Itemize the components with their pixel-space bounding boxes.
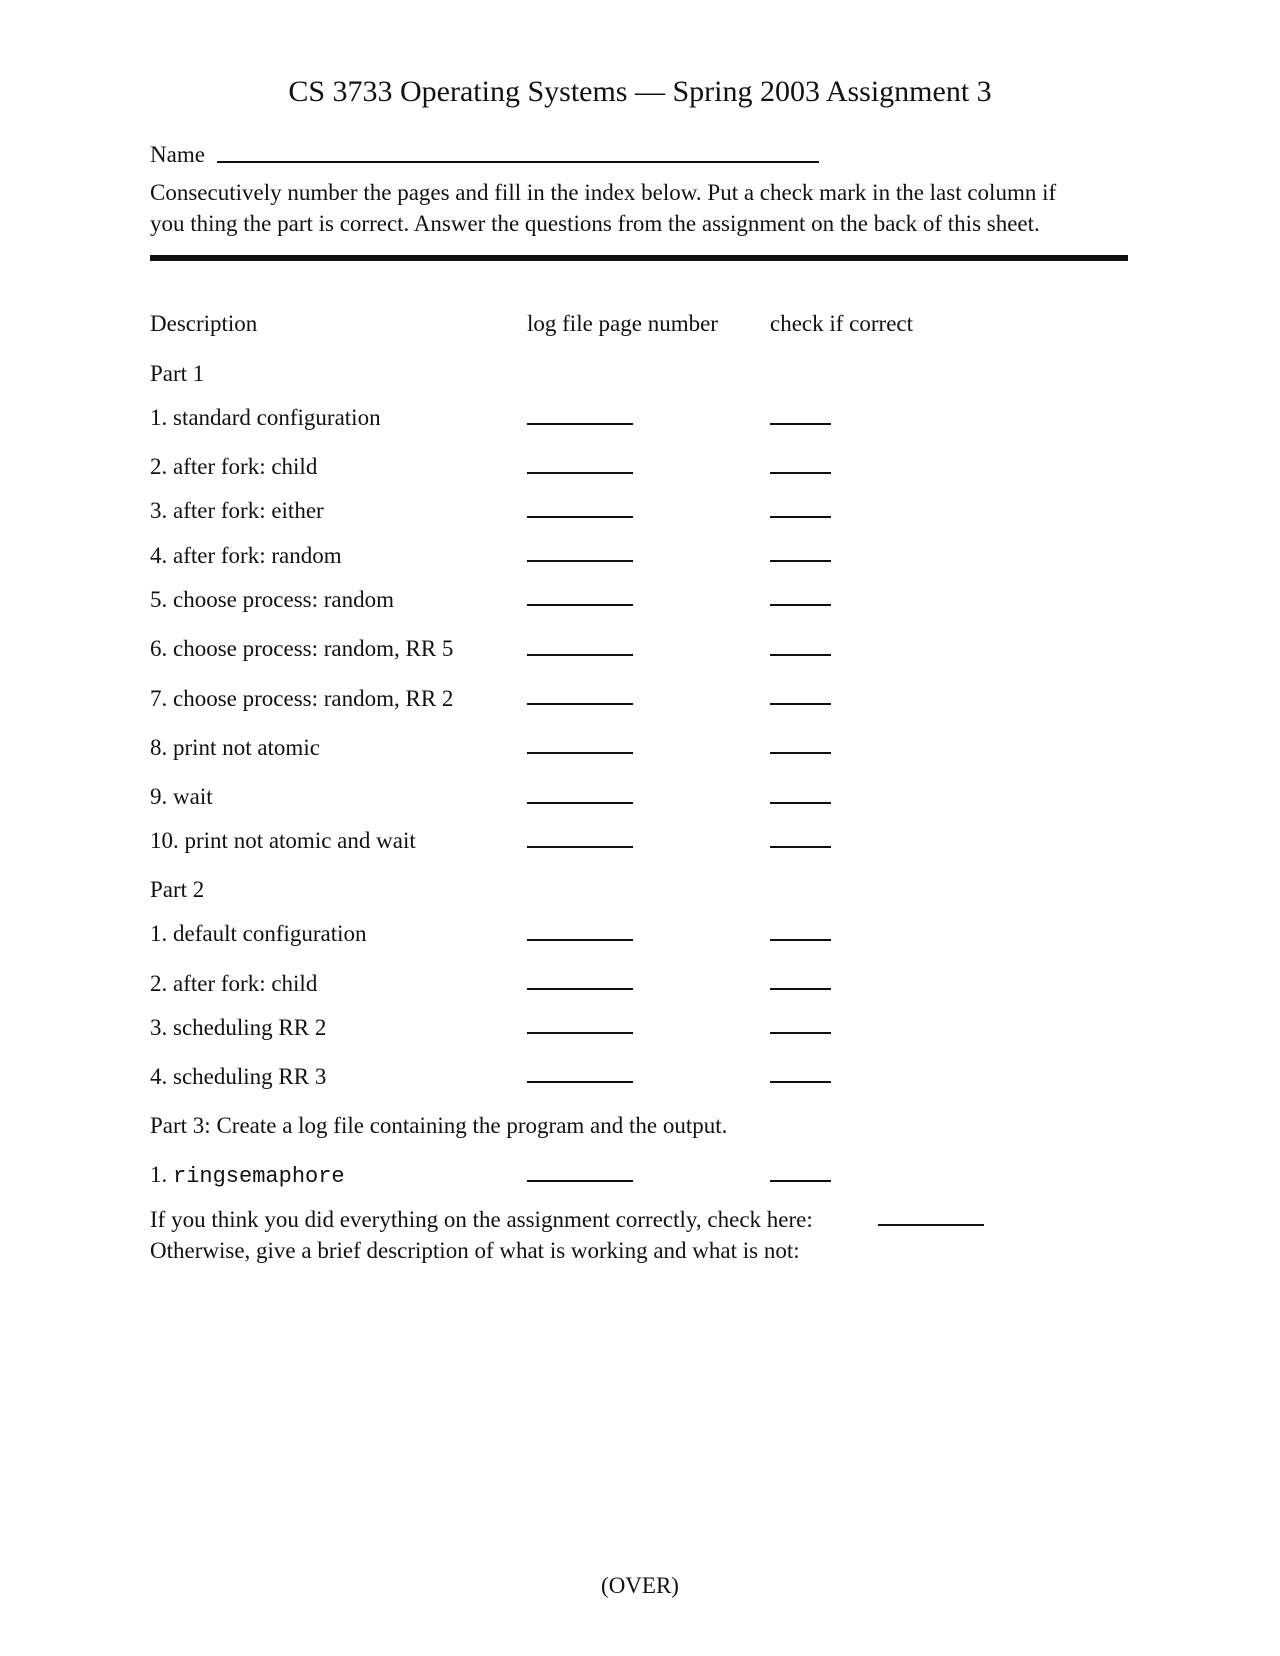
part2-item-1-check-blank[interactable]	[770, 939, 831, 941]
part1-item-2-check-blank[interactable]	[770, 472, 831, 474]
part1-item-4: 4. after fork: random	[150, 543, 342, 568]
part1-item-6-page-blank[interactable]	[527, 654, 633, 656]
part2-heading: Part 2	[150, 877, 205, 902]
part1-item-4-page-blank[interactable]	[527, 560, 633, 562]
part1-heading: Part 1	[150, 361, 205, 386]
part3-heading: Part 3: Create a log file containing the program and the output.	[150, 1113, 728, 1138]
part2-item-2: 2. after fork: child	[150, 971, 318, 996]
section-divider	[150, 255, 1128, 261]
part2-item-4-check-blank[interactable]	[770, 1081, 831, 1083]
part1-item-3-page-blank[interactable]	[527, 516, 633, 518]
part1-item-8: 8. print not atomic	[150, 735, 320, 760]
check-here-blank[interactable]	[878, 1224, 984, 1226]
part1-item-2-page-blank[interactable]	[527, 472, 633, 474]
part1-item-10: 10. print not atomic and wait	[150, 828, 416, 853]
part2-item-3-check-blank[interactable]	[770, 1032, 831, 1034]
part2-item-3: 3. scheduling RR 2	[150, 1015, 327, 1040]
part2-item-1: 1. default configuration	[150, 921, 367, 946]
part2-item-4-page-blank[interactable]	[527, 1081, 633, 1083]
part1-item-10-page-blank[interactable]	[527, 846, 633, 848]
part1-item-7-page-blank[interactable]	[527, 703, 633, 705]
part1-item-6: 6. choose process: random, RR 5	[150, 636, 454, 661]
part1-item-5: 5. choose process: random	[150, 587, 394, 612]
part1-item-9: 9. wait	[150, 784, 213, 809]
part2-item-3-page-blank[interactable]	[527, 1032, 633, 1034]
part1-item-9-page-blank[interactable]	[527, 802, 633, 804]
part1-item-3-check-blank[interactable]	[770, 516, 831, 518]
part3-item-1-page-blank[interactable]	[527, 1180, 633, 1182]
part1-item-9-check-blank[interactable]	[770, 802, 831, 804]
header-description: Description	[150, 311, 258, 336]
part1-item-5-check-blank[interactable]	[770, 604, 831, 606]
name-field-line[interactable]	[217, 161, 819, 163]
part1-item-7: 7. choose process: random, RR 2	[150, 686, 454, 711]
part1-item-4-check-blank[interactable]	[770, 560, 831, 562]
part1-item-7-check-blank[interactable]	[770, 703, 831, 705]
part2-item-2-check-blank[interactable]	[770, 988, 831, 990]
footer-over: (OVER)	[601, 1573, 679, 1598]
part1-item-3: 3. after fork: either	[150, 498, 324, 523]
instructions	[150, 177, 1140, 239]
part2-item-1-page-blank[interactable]	[527, 939, 633, 941]
otherwise-label: Otherwise, give a brief description of what is working and what is not:	[150, 1238, 800, 1263]
part1-item-1-check-blank[interactable]	[770, 423, 831, 425]
part3-item-1	[150, 1160, 345, 1192]
part1-item-5-page-blank[interactable]	[527, 604, 633, 606]
part1-item-10-check-blank[interactable]	[770, 846, 831, 848]
part1-item-6-check-blank[interactable]	[770, 654, 831, 656]
check-here-label: If you think you did everything on the assignment correctly, check here:	[150, 1207, 813, 1232]
part3-item-1-check-blank[interactable]	[770, 1180, 831, 1182]
part2-item-4: 4. scheduling RR 3	[150, 1064, 327, 1089]
part1-item-8-page-blank[interactable]	[527, 752, 633, 754]
part3-item-1-program: ringsemaphore	[173, 1164, 345, 1189]
page-title: CS 3733 Operating Systems — Spring 2003 Assignment 3	[288, 75, 992, 108]
part1-item-1-page-blank[interactable]	[527, 423, 633, 425]
part2-item-2-page-blank[interactable]	[527, 988, 633, 990]
header-page-number: log file page number	[527, 311, 718, 336]
part3-item-1-number: 1.	[150, 1162, 168, 1187]
header-check: check if correct	[770, 311, 914, 336]
name-label: Name	[150, 142, 205, 167]
part1-item-2: 2. after fork: child	[150, 454, 318, 479]
part1-item-8-check-blank[interactable]	[770, 752, 831, 754]
instructions-line-2: you thing the part is correct. Answer the questions from the assignment on the back of this sheet.	[150, 211, 1040, 236]
part1-item-1: 1. standard configuration	[150, 405, 381, 430]
instructions-line-1: Consecutively number the pages and fill in the index below. Put a check mark in the last column if	[150, 180, 1057, 205]
